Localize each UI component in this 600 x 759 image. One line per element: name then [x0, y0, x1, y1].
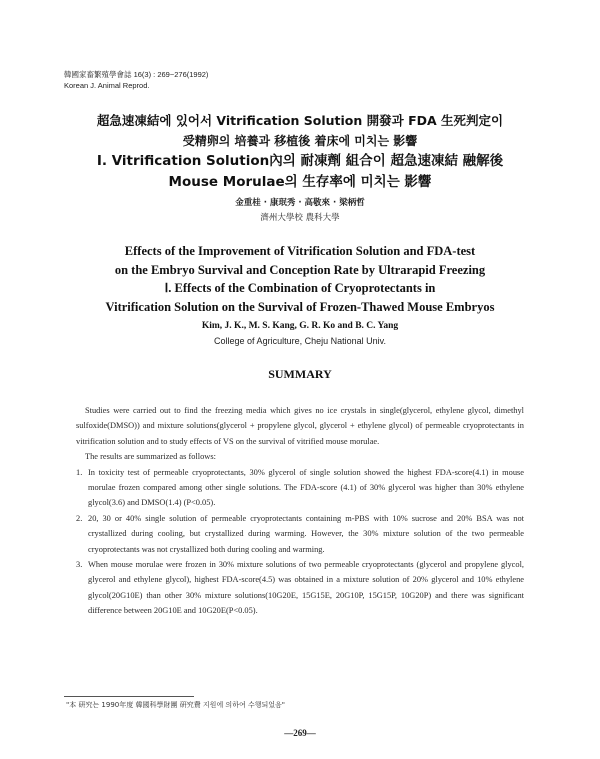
korean-authors: 金重桂 · 康珉秀 · 高敬來 · 梁柄哲 [235, 198, 365, 208]
english-affiliation: College of Agriculture, Cheju National Univ. [214, 336, 386, 346]
result-item-number: 3. [76, 560, 83, 570]
result-item-number: 2. [76, 513, 83, 523]
result-item-text: In toxicity test of permeable cryoprotectants, 30% glycerol of single solution showed the highest FDA-score(4.1) in mouse morulae frozen compared among other single solutions. The FDA-score (4.1) of 30% glycerol was higher than 30% ethylene glycol(3.6) and DMSO(1.4) (P<0.05). [88, 467, 524, 508]
korean-title-line-4: Mouse Morulae의 生存率에 미치는 影響 [168, 174, 432, 190]
english-authors: Kim, J. K., M. S. Kang, G. R. Ko and B. C. Yang [201, 321, 399, 331]
korean-title [0, 111, 600, 193]
english-title-line-4: Vitrification Solution on the Survival of Frozen-Thawed Mouse Embryos [105, 299, 495, 314]
footnote-divider [64, 696, 194, 697]
result-item-text: When mouse morulae were frozen in 30% mixture solutions of two permeable cryoprotectants (glycerol and propylene glycol, glycerol and ethylene glycol), highest FDA-score(4.5) was obtained in a mixture solution of 20% glycerol and 10% ethylene glycol(20G10E) than other 30% mixture solutions(10G20E, 15G15E, 20G10P, 15G15P, 10G20P) and there was significant difference between 20G10E and 10G20E(P<0.05). [88, 560, 524, 616]
korean-title-line-2: 受精卵의 培養과 移植後 着床에 미치는 影響 [182, 134, 418, 148]
summary-body [76, 403, 524, 619]
korean-title-line-1: 超急速凍結에 있어서 Vitrification Solution 開發과 FDA 生死判定이 [96, 113, 504, 128]
korean-affiliation: 濟州大學校 農科大學 [260, 213, 340, 223]
result-item [76, 557, 524, 619]
korean-title-line-3: Ⅰ. Vitrification Solution內의 耐凍劑 組合이 超急速凍結 融解後 [96, 153, 504, 169]
journal-header [64, 70, 208, 91]
results-lead: The results are summarized as follows: [85, 452, 216, 462]
result-item-number: 1. [76, 467, 83, 477]
summary-heading: SUMMARY [268, 367, 332, 381]
english-title [0, 242, 600, 316]
summary-intro: Studies were carried out to find the freezing media which gives no ice crystals in single(glycerol, ethylene glycol, dimethyl sulfoxide(DMSO)) and mixture solutions(glycerol + propylene glycol, glycerol + ethylene glycol) of permeable cryoprotectants in vitrification solution and to study effects of VS on the survival of vitrified mouse morulae. [76, 406, 524, 446]
page-number: —269— [284, 728, 316, 738]
english-title-line-3: Ⅰ. Effects of the Combination of Cryoprotectants in [164, 281, 436, 295]
result-item-text: 20, 30 or 40% single solution of permeable cryoprotectants containing m-PBS with 10% sucrose and 20% BSA was not crystallized during cooling, but crystallized during warming. However, the 30% mixture solution of the two permeable cryoprotectants was not crystallized both during cooling and warming. [88, 513, 524, 554]
funding-footnote: "本 硏究는 1990年度 韓國科學財團 硏究費 지원에 의하여 수행되었음" [66, 701, 285, 709]
english-title-line-1: Effects of the Improvement of Vitrification Solution and FDA-test [124, 244, 476, 258]
result-item [76, 511, 524, 557]
english-title-line-2: on the Embryo Survival and Conception Rate by Ultrarapid Freezing [114, 262, 486, 277]
result-item [76, 465, 524, 511]
journal-name: Korean J. Animal Reprod. [64, 80, 150, 90]
journal-citation: 韓國家畜繁殖學會誌 16(3) : 269~276(1992) [64, 70, 209, 79]
